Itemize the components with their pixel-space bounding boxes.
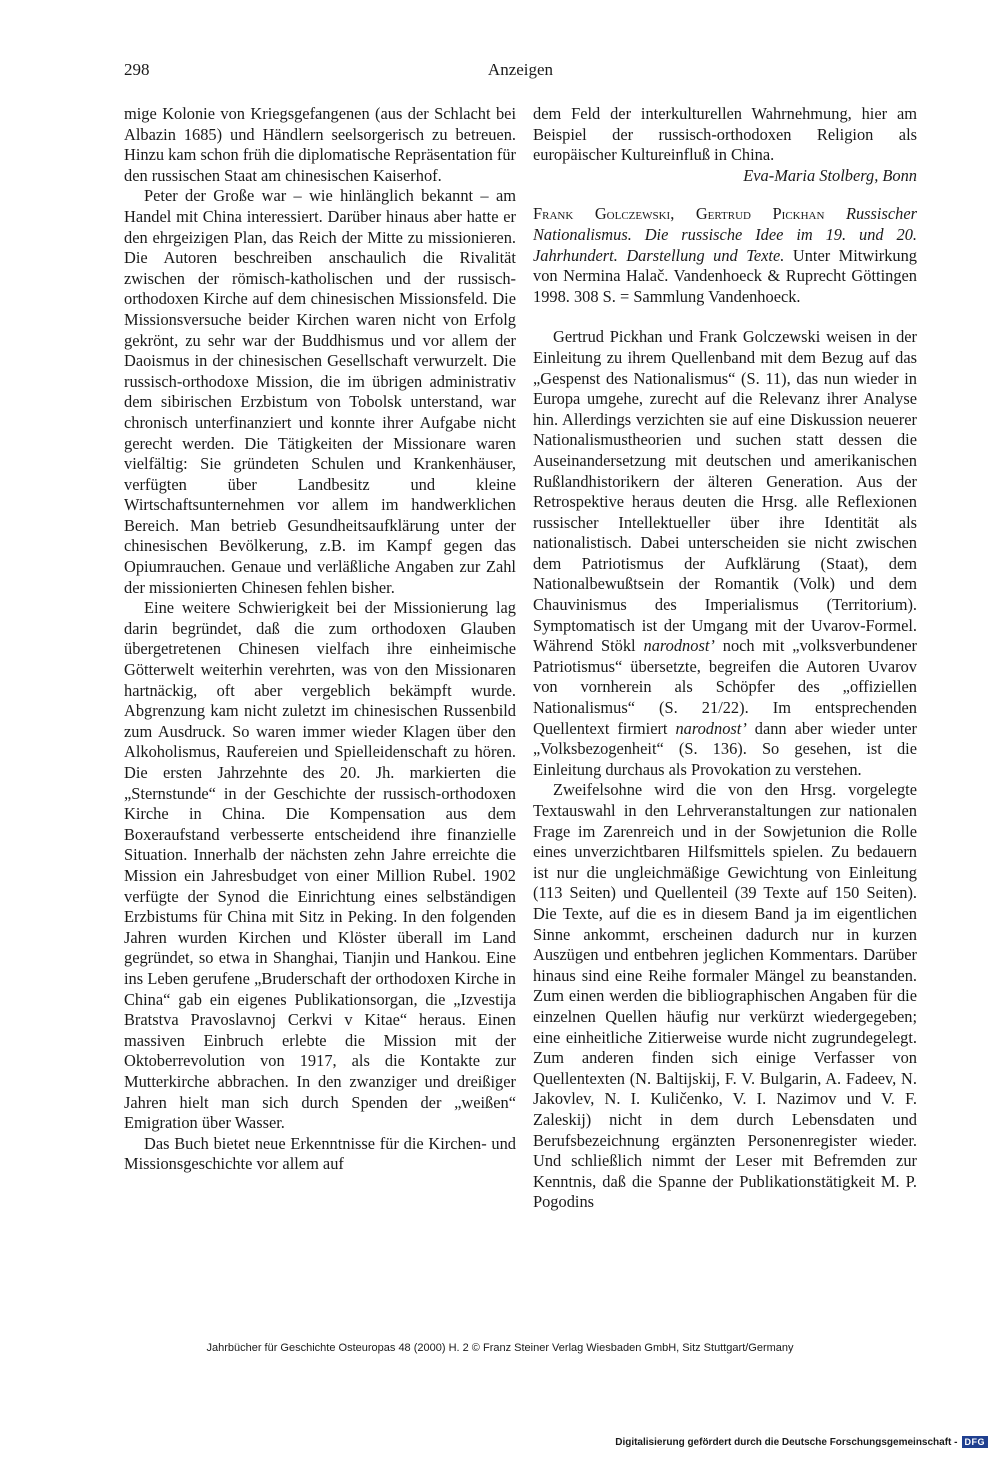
left-paragraph-4: Das Buch bietet neue Erkenntnisse für die Kirchen- und Missionsgeschichte vor allem auf	[124, 1133, 516, 1174]
biblio-authors: Frank Golczewski, Gertrud Pickhan	[533, 204, 825, 224]
biblio-title: Russischer Nationalismus. Die russische Idee im 19. und 20. Jahrhundert. Darstellung und Texte.	[533, 204, 917, 265]
page-header	[124, 60, 917, 86]
page-number: 298	[124, 60, 150, 79]
digitization-credit	[615, 1436, 988, 1448]
text-segment: dann aber wieder unter „Volksbezogenheit“ (S. 136). So gesehen, ist die Einleitung durchaus als Provokation zu verstehen.	[533, 718, 917, 779]
text-segment: noch mit „volksverbundener Patriotismus“ übersetzte, begreifen die Autoren Uvarov von vornherein als Schöpfer des „offiziellen Nationalismus“ (S. 21/22). Im entsprechenden Quellentext firmiert	[533, 636, 917, 738]
right-paragraph-1: dem Feld der interkulturellen Wahrnehmung, hier am Beispiel der russisch-orthodoxen Religion als europäischer Kultureinfluß in China.	[533, 104, 917, 165]
right-paragraph-2	[533, 327, 917, 780]
bibliographic-entry	[533, 204, 917, 307]
left-paragraph-1: mige Kolonie von Kriegsgefangenen (aus der Schlacht bei Albazin 1685) und Händlern seelsorgerisch zu betreuen. Hinzu kam schon früh die diplomatische Repräsentation für den russischen Staat am chinesischen Kaiserhof.	[124, 104, 516, 185]
credit-text: Digitalisierung gefördert durch die Deutsche Forschungsgemeinschaft -	[615, 1436, 958, 1448]
text-segment: Gertrud Pickhan und Frank Golczewski weisen in der Einleitung zu ihrem Quellenband mit dem Bezug auf das „Gespenst des Nationalismus“ (S. 11), das nun wieder in Europa umgehe, zurecht auf die Relevanz ihrer Analyse hin. Allerdings verzichten sie auf eine Diskussion neuerer Nationalismustheorien und suchen statt dessen die Auseinandersetzung mit deutschen und amerikanischen Rußlandhistorikern der älteren Generation. Aus der Retrospektive heraus deuten die Hrsg. alle Reflexionen russischer Intellektueller über ihre Identität als nationalistisch. Dabei unterscheiden sie nicht zwischen dem Patriotismus der Aufklärung (Staat), dem Nationalbewußtsein der Romantik (Volk) und dem Chauvinismus des Imperialismus (Territorium). Symptomatisch ist der Umgang mit der Uvarov-Formel. Während Stökl	[533, 327, 917, 656]
biblio-details: Unter Mitwirkung von Nermina Halač. Vandenhoeck & Ruprecht Göttingen 1998. 308 S. = Sammlung Vandenhoeck.	[533, 245, 917, 306]
right-column	[533, 104, 917, 1213]
left-paragraph-2: Peter der Große war – wie hinlänglich bekannt – am Handel mit China interessiert. Darüber hinaus aber hatte er den ehrgeizigen Plan, das Reich der Mitte zu missionieren. Die Autoren beschreiben anschaulich die Rivalität zwischen der römisch-katholischen und der russisch-orthodoxen Kirche auf dem chinesischen Missionsfeld. Die Missionsversuche beider Kirchen waren nicht von Erfolg gekrönt, zu sehr war der Buddhismus und vor allem der Daoismus in der chinesischen Gesellschaft verwurzelt. Die russisch-orthodoxe Mission, die im übrigen administrativ dem sibirischen Erzbistum von Tobolsk unterstand, war chronisch unterfinanziert und konnte ihrer Aufgabe nicht gerecht werden. Die Tätigkeiten der Missionare waren vielfältig: Sie gründeten Schulen und Krankenhäuser, verfügten über Landbesitz und kleine Wirtschaftsunternehmen vor allem im handwerklichen Bereich. Man betrieb Gesundheitsaufklärung unter der chinesischen Bevölkerung, z.B. im Kampf gegen das Opiumrauchen. Genaue und verläßliche Angaben zur Zahl der missionierten Chinesen fehlen bisher.	[124, 186, 516, 597]
page-footer: Jahrbücher für Geschichte Osteuropas 48 (2000) H. 2 © Franz Steiner Verlag Wiesbaden GmbH, Sitz Stuttgart/Germany	[206, 1342, 794, 1354]
left-paragraph-3: Eine weitere Schwierigkeit bei der Missionierung lag darin begründet, daß die zum orthodoxen Glauben übergetretenen Chinesen vielfach ihre einheimische Götterwelt weiterhin verehrten, was von den Missionaren hartnäckig, oft aber vergeblich bekämpft wurde. Abgrenzung kam nicht zuletzt im chinesischen Russenbild zum Ausdruck. So waren immer wieder Klagen über den Alkoholismus, Raufereien und Spielleidenschaft zu hören. Die ersten Jahrzehnte des 20. Jh. markierten die „Sternstunde“ in der Geschichte der russisch-orthodoxen Kirche in China. Die Kompensation aus dem Boxeraufstand verbesserte entscheidend ihre finanzielle Situation. Innerhalb der nächsten zehn Jahre erreichte die Mission ein Jahresbudget von einer Million Rubel. 1902 verfügte der Synod die Einrichtung eines selbständigen Erzbistums für China mit Sitz in Peking. In den folgenden Jahren wurden Kirchen und Klöster überall im Land gegründet, so etwa in Shanghai, Tianjin und Hankou. Eine ins Leben gerufene „Bruderschaft der orthodoxen Kirche in China“ gab ein eigenes Publikationsorgan, die „Izvestija Bratstva Pravoslavnoj Cerkvi v Kitae“ heraus. Einen massiven Einbruch erlebte die Mission mit der Oktoberrevolution von 1917, als die Kontakte zur Mutterkirche abbrachen. In den zwanziger und dreißiger Jahren hielt man sich durch Spenden der „weißen“ Emigration über Wasser.	[124, 598, 516, 1133]
running-title: Anzeigen	[487, 60, 554, 79]
left-column	[124, 104, 516, 1175]
right-paragraph-3: Zweifelsohne wird die von den Hrsg. vorgelegte Textauswahl in den Lehrveranstaltungen zur nationalen Frage im Zarenreich und in der Sowjetunion die Rolle eines unverzichtbaren Hilfsmittels spielen. Zu bedauern ist nur die ungleichmäßige Gewichtung von Einleitung (113 Seiten) und Quellenteil (39 Texte auf 150 Seiten). Die Texte, auf die es in diesem Band ja im eigentlichen Sinne ankommt, erscheinen dadurch nur in kurzen Auszügen und entbehren jeglichen Kommentars. Darüber hinaus sind eine Reihe formaler Mängel zu beanstanden. Zum einen werden die bibliographischen Angaben für die einzelnen Quellen häufig nur verkürzt wiedergegeben; eine einheitliche Zitierweise wurde nicht zugrundegelegt. Zum anderen finden sich einige Verfasser von Quellentexten (N. Baltijskij, F. V. Bulgarin, A. Fadeev, N. Jakovlev, N. I. Kuličenko, V. I. Nazimov und V. F. Zaleskij) nicht in dem durch Lebensdaten und Berufsbezeichnung ergänzten Personenregister wieder. Und schließlich nimmt der Leser mit Befremden zur Kenntnis, daß die Spanne der Publikationstätigkeit M. P. Pogodins	[533, 780, 917, 1212]
italic-term: narodnost’	[643, 636, 715, 656]
dfg-logo: DFG	[962, 1436, 989, 1448]
italic-term: narodnost’	[675, 718, 747, 738]
review-signature: Eva-Maria Stolberg, Bonn	[743, 165, 917, 185]
